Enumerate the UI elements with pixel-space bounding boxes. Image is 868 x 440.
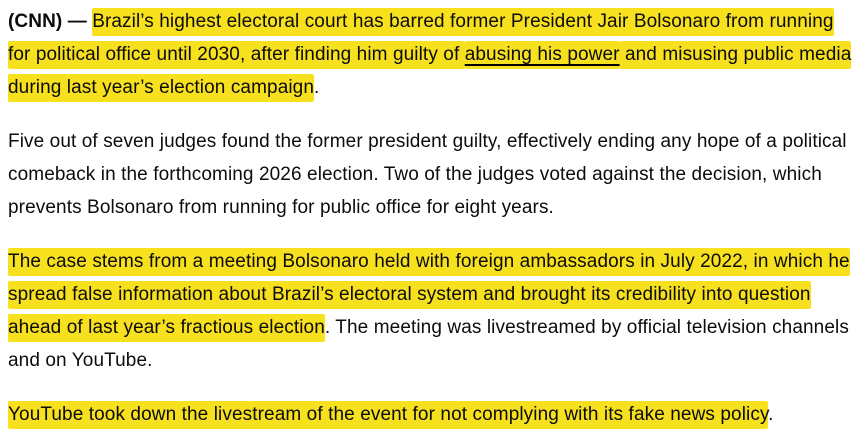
plain-text: Five out of seven judges found the former president guilty, effectively ending any hope of a political comeback in the forthcoming 2026 election. Two of the judges voted against the decision, which prevents Bolsonaro from running for public office for eight years. (8, 131, 847, 218)
highlighted-text: The case stems from a meeting Bolsonaro held with foreign ambassadors in July 2022, in which he spread false information about Brazil’s electoral system and brought its credibility into question ahead of last year’s fractious election (8, 248, 850, 342)
highlighted-text: and misusing public media during last year’s election campaign (8, 41, 851, 102)
youtube-paragraph (8, 398, 852, 431)
lead-paragraph (8, 5, 852, 104)
plain-text: . (768, 404, 774, 425)
judges-paragraph (8, 125, 852, 224)
highlighted-text: YouTube took down the livestream of the event for not complying with its fake news policy (8, 401, 768, 429)
plain-text: . The meeting was livestreamed by official television channels and on YouTube. (8, 317, 849, 371)
highlighted-text: Brazil’s highest electoral court has barred former President Jair Bolsonaro from running for political office until 2030, after finding him guilty of (8, 8, 834, 69)
abusing-his-power-link[interactable]: abusing his power (465, 41, 620, 69)
plain-text: . (314, 77, 320, 98)
case-origin-paragraph (8, 245, 852, 377)
source-attribution: (CNN) — (8, 11, 93, 32)
